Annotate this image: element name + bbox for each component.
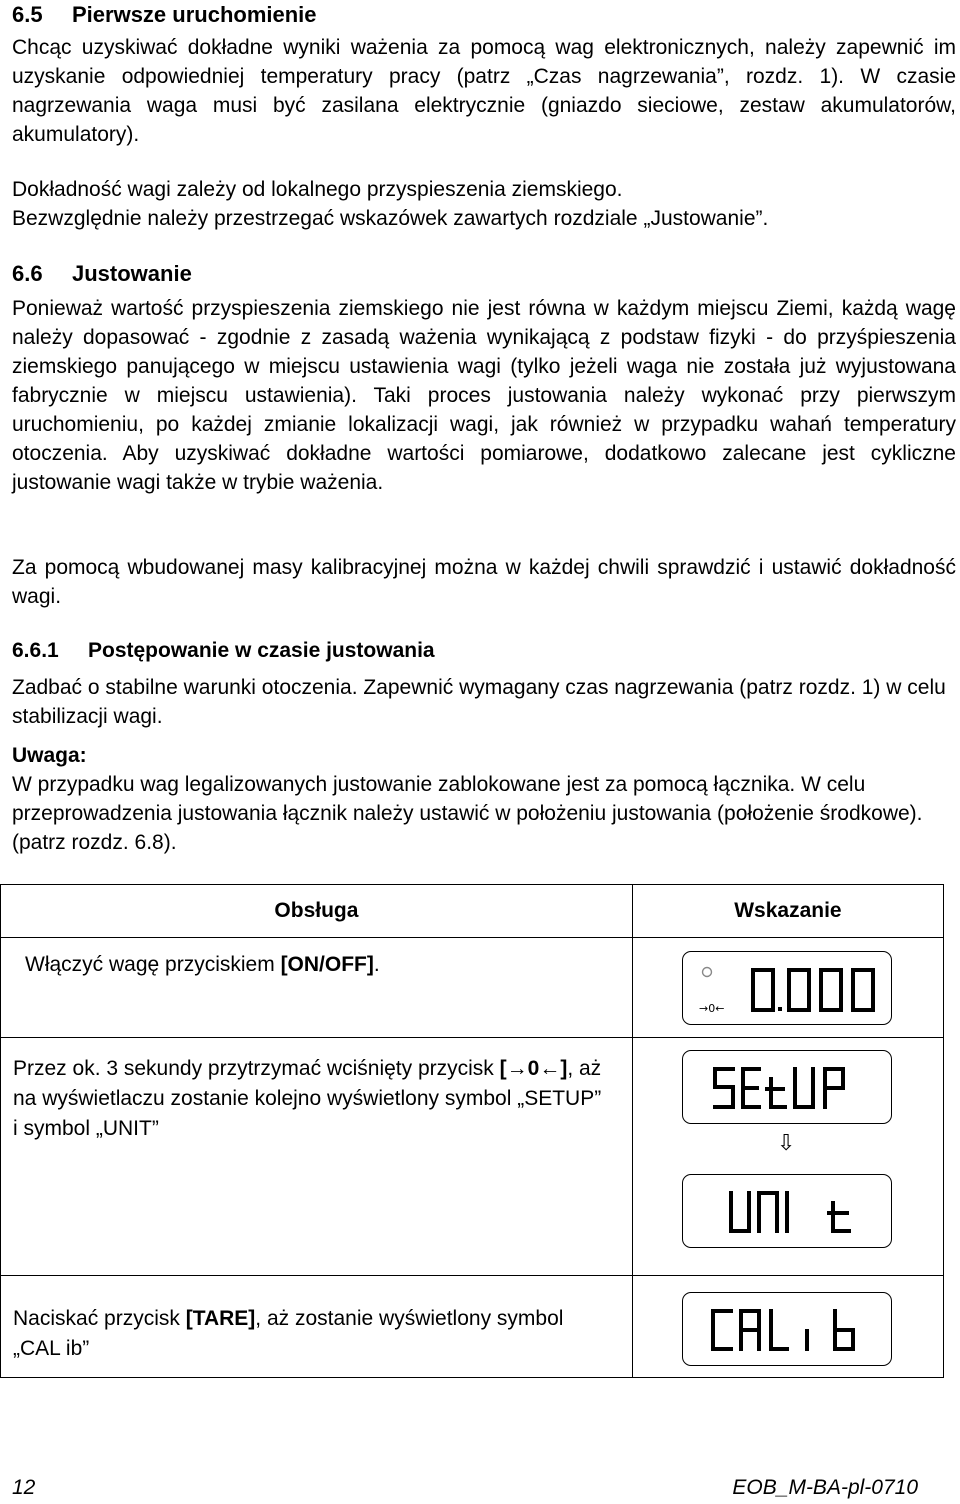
paragraph-accuracy xyxy=(12,175,956,233)
table-row xyxy=(1,938,944,1038)
digits-zero xyxy=(753,970,873,1011)
table-row xyxy=(1,1038,944,1276)
lcd-readout-unit xyxy=(683,1175,891,1247)
down-arrow-icon: ⇩ xyxy=(776,1130,796,1155)
lcd-readout-calib xyxy=(683,1293,891,1365)
paragraph-calibration-mass: Za pomocą wbudowanej masy kalibracyjnej można w każdej chwili sprawdzić i ustawić dokładność wagi. xyxy=(12,556,956,608)
section-title: Pierwsze uruchomienie xyxy=(72,2,317,27)
operation-text-end: , aż na wyświetlaczu zostanie kolejno wyświetlony symbol „SETUP” i symbol „UNIT” xyxy=(13,1057,602,1140)
section-heading-6-6 xyxy=(12,261,192,287)
key-tare: [TARE] xyxy=(185,1307,256,1330)
digits-calib xyxy=(713,1311,853,1349)
key-onoff: [ON/OFF] xyxy=(280,953,374,976)
digits-unit xyxy=(731,1193,849,1231)
display-cell xyxy=(632,938,943,1038)
operation-cell xyxy=(1,1276,633,1378)
operation-cell xyxy=(1,1038,633,1276)
operation-text: Włączyć wagę przyciskiem xyxy=(25,953,281,976)
key-zero: [→0←] xyxy=(499,1057,568,1080)
display-cell xyxy=(632,1038,943,1276)
section-heading-6-6-1 xyxy=(12,639,435,663)
document-code: EOB_M-BA-pl-0710 xyxy=(732,1476,918,1499)
lcd-readout-setup xyxy=(683,1051,891,1123)
section-number: 6.6.1 xyxy=(12,639,59,662)
operation-text-end: , aż zostanie wyświetlony symbol „CAL ib” xyxy=(13,1307,564,1360)
table-row xyxy=(1,1276,944,1378)
operation-cell xyxy=(1,938,633,1038)
lcd-display-zero xyxy=(682,951,892,1025)
note-label: Uwaga: xyxy=(12,744,87,767)
paragraph-warmup: Chcąc uzyskiwać dokładne wyniki ważenia za pomocą wag elektronicznych, należy zapewnić im uzyskanie odpowiedniej temperatury pracy (patrz „Czas nagrzewania”, rozdz. 1). W czasie nagrzewania waga musi być zasilana elektrycznie (gniazdo sieciowe, zestaw akumulatorów, akumulatory). xyxy=(12,36,956,146)
accuracy-line-1: Dokładność wagi zależy od lokalnego przyspieszenia ziemskiego. xyxy=(12,178,623,201)
section-number: 6.5 xyxy=(12,2,43,27)
table-header-row xyxy=(1,885,944,938)
page-number: 12 xyxy=(12,1476,36,1499)
note-text: W przypadku wag legalizowanych justowanie zablokowane jest za pomocą łącznika. W celu przeprowadzenia justowania łącznik należy ustawić w położeniu justowania (położenie środkowe). (patrz rozdz. 6.8). xyxy=(12,773,923,854)
digits-setup xyxy=(715,1069,843,1107)
paragraph-conditions: Zadbać o stabilne warunki otoczenia. Zapewnić wymagany czas nagrzewania (patrz rozdz. 1) w celu stabilizacji wagi. xyxy=(12,676,946,728)
section-title: Justowanie xyxy=(72,261,192,286)
operation-text: Naciskać przycisk xyxy=(13,1307,186,1330)
operation-text: Przez ok. 3 sekundy przytrzymać wciśnięty przycisk xyxy=(13,1057,500,1080)
section-title: Postępowanie w czasie justowania xyxy=(88,639,435,662)
operation-text-end: . xyxy=(373,953,380,976)
header-operation: Obsługa xyxy=(1,885,633,938)
lcd-display-setup xyxy=(682,1050,892,1124)
stability-indicator-icon xyxy=(702,968,711,977)
accuracy-line-2: Bezwzględnie należy przestrzegać wskazówek zawartych rozdziale „Justowanie”. xyxy=(12,207,769,230)
display-cell xyxy=(632,1276,943,1378)
paragraph-adjustment-intro: Ponieważ wartość przyspieszenia ziemskiego nie jest równa w każdym miejscu Ziemi, każdą wagę należy dopasować - zgodnie z zasadą ważenia wynikającą z podstaw fizyki - do przyśpieszenia ziemskiego panującego w miejscu ustawienia wagi (tylko jeżeli waga nie została już wyjustowana fabrycznie w miejscu ustawienia). Taki proces justowania należy wykonać przy pierwszym uruchomieniu, po każdej zmianie lokalizacji wagi, jak również w przypadku wahań temperatury otoczenia. Aby uzyskiwać dokładne wartości pomiarowe, dodatkowo zalecane jest cykliczne justowanie wagi także w trybie ważenia. xyxy=(12,297,956,494)
section-number: 6.6 xyxy=(12,261,43,286)
lcd-display-unit xyxy=(682,1174,892,1248)
lcd-display-calib xyxy=(682,1292,892,1366)
zero-indicator-label: →0← xyxy=(698,1002,725,1015)
section-heading-6-5 xyxy=(12,2,317,28)
procedure-table xyxy=(0,884,944,1378)
header-display: Wskazanie xyxy=(632,885,943,938)
lcd-readout-zero xyxy=(683,952,891,1024)
